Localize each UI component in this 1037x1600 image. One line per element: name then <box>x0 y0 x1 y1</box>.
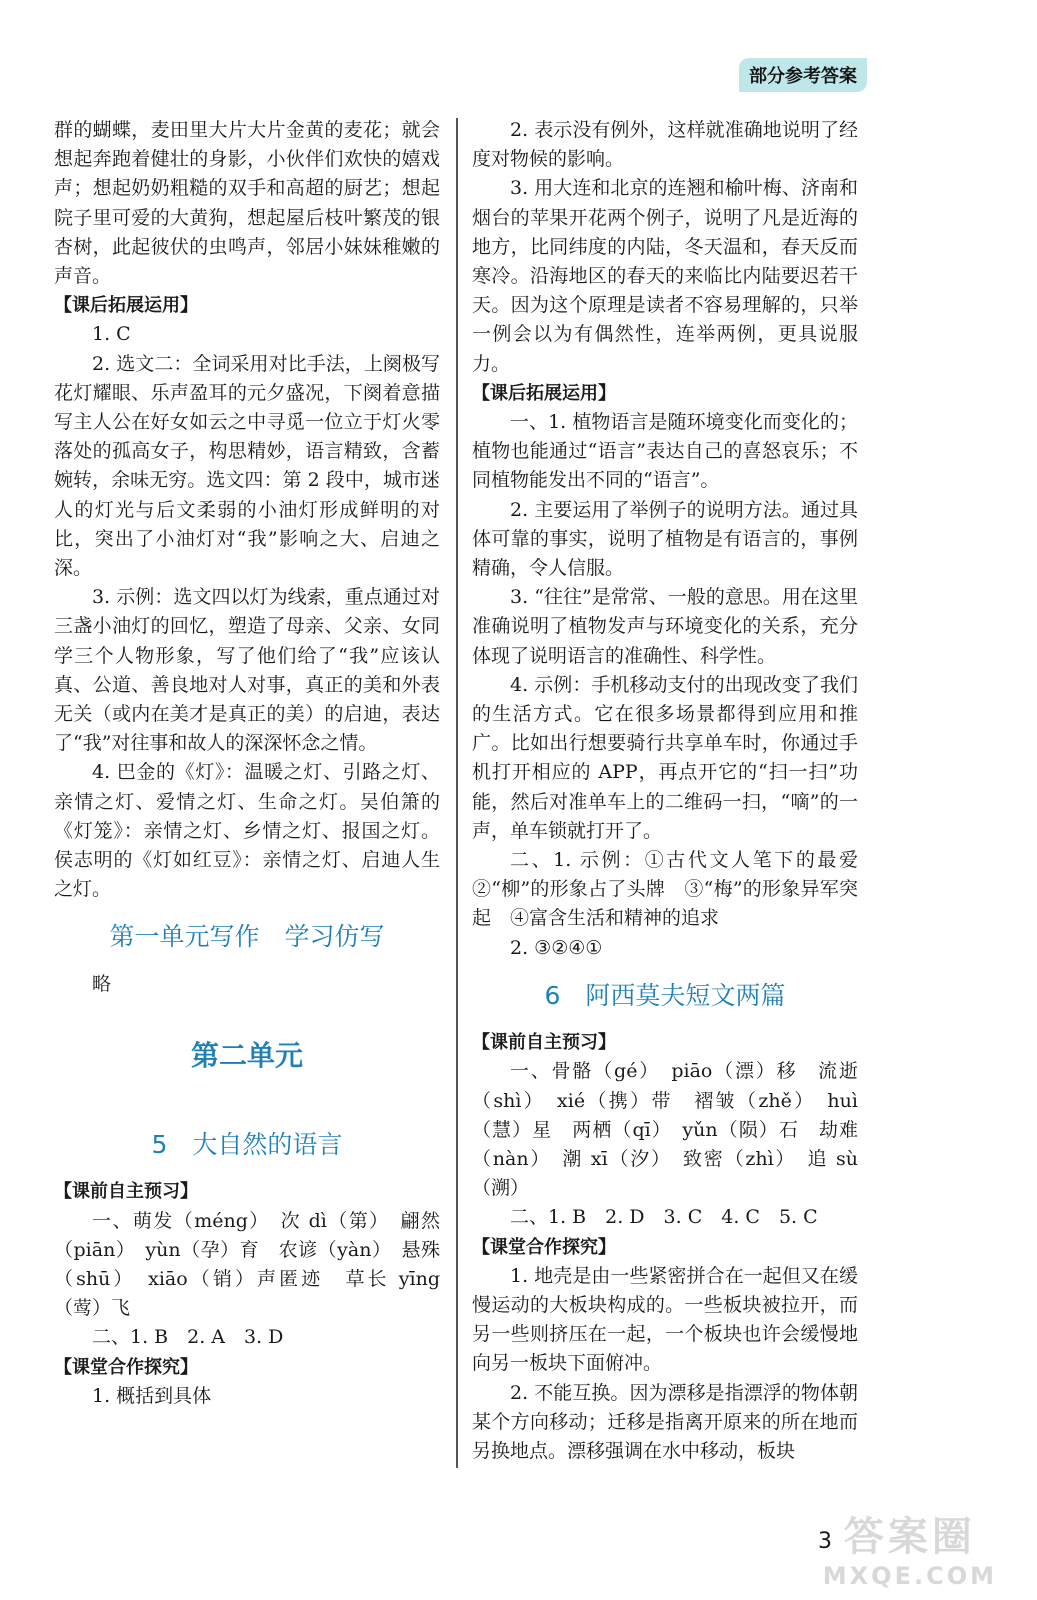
lesson-5-title: 5 大自然的语言 <box>151 1130 343 1160</box>
preview-answer-1: 一、骨骼（gé） piāo（漂）移 流逝（shì） xié（携）带 褶皱（zhě） huì（慧）星 两栖（qī） yǔn（陨）石 劫难（nàn） 潮 xī（汐） 致密（zhì） 追 sù（溯） <box>472 1060 858 1200</box>
section-tag-extension: 【课后拓展运用】 <box>472 382 616 404</box>
section-tag-classroom: 【课堂合作探究】 <box>472 1236 616 1258</box>
extension-answer-1: 一、1. 植物语言是随环境变化而变化的；植物也能通过“语言”表达自己的喜怒哀乐；不同植物能发出不同的“语言”。 <box>472 411 858 492</box>
answer-4: 4. 巴金的《灯》：温暖之灯、引路之灯、亲情之灯、爱情之灯、生命之灯。吴伯箫的《灯笼》：亲情之灯、乡情之灯、报国之灯。侯志明的《灯如红豆》：亲情之灯、启迪人生之灯。 <box>54 761 440 901</box>
extension-answer-3: 3. “往往”是常常、一般的意思。用在这里准确说明了植物发声与环境变化的关系，充分体现了说明语言的准确性、科学性。 <box>472 586 858 667</box>
column-divider <box>456 118 458 1468</box>
writing-answer: 略 <box>92 972 112 995</box>
classroom-answer-2: 2. 不能互换。因为漂移是指漂浮的物体朝某个方向移动；迁移是指离开原来的所在地而另换地点。漂移强调在水中移动，板块 <box>472 1381 858 1462</box>
preview-answer-2: 二、1. B 2. A 3. D <box>92 1326 284 1349</box>
section-tag-preview: 【课前自主预习】 <box>472 1032 616 1054</box>
answer-2: 2. 选文二：全词采用对比手法，上阕极写花灯耀眼、乐声盈耳的元夕盛况，下阕着意描写主人公在好女如云之中寻觅一位立于灯火零落处的孤高女子，构思精妙，语言精致，含蓄婉转，余味无穷。选文四：第 2 段中，城市迷人的灯光与后文柔弱的小油灯形成鲜明的对比，突出了小油灯对“我”影响之大、启迪之深。 <box>54 352 440 580</box>
right-column <box>472 116 878 1466</box>
watermark-domain: MXQE.COM <box>822 1562 997 1590</box>
answer-1: 1. C <box>92 323 131 346</box>
site-watermark <box>823 1505 997 1590</box>
preview-answer-2: 二、1. B 2. D 3. C 4. C 5. C <box>510 1206 818 1229</box>
answer-3: 3. 示例：选文四以灯为线索，重点通过对三盏小油灯的回忆，塑造了母亲、父亲、女同学三个人物形象，写了他们给了“我”应该认真、公道、善良地对人对事，真正的美和外表无关（或内在美才是真正的美）的启迪，表达了“我”对往事和故人的深深怀念之情。 <box>54 586 440 755</box>
answer-r2: 2. 表示没有例外，这样就准确地说明了经度对物候的影响。 <box>472 119 858 171</box>
section-badge: 部分参考答案 <box>739 58 867 92</box>
intro-paragraph: 群的蝴蝶，麦田里大片大片金黄的麦花；就会想起奔跑着健壮的身影，小伙伴们欢快的嬉戏声；想起奶奶粗糙的双手和高超的厨艺；想起院子里可爱的大黄狗，想起屋后枝叶繁茂的银杏树，此起彼伏的虫鸣声，邻居小妹妹稚嫩的声音。 <box>54 119 440 288</box>
page-number: 3 <box>818 1529 832 1554</box>
answer-r3: 3. 用大连和北京的连翘和榆叶梅、济南和烟台的苹果开花两个例子，说明了凡是近海的地方，比同纬度的内陆，冬天温和，春天反而寒冷。沿海地区的春天的来临比内陆要迟若干天。因为这个原理是读者不容易理解的，只举一例会以为有偶然性，连举两例，更具说服力。 <box>472 177 858 375</box>
extension-answer-4: 4. 示例：手机移动支付的出现改变了我们的生活方式。它在很多场景都得到应用和推广。比如出行想要骑行共享单车时，你通过手机打开相应的 APP，再点开它的“扫一扫”功能，然后对准单车上的二维码一扫，“嘀”的一声，单车锁就打开了。 <box>472 673 858 842</box>
watermark-logo-text: 答案圈 <box>843 1514 976 1560</box>
classroom-answer-1: 1. 地壳是由一些紧密拼合在一起但又在缓慢运动的大板块构成的。一些板块被拉开，而另一些则挤压在一起，一个板块也许会缓慢地向另一板块下面俯冲。 <box>472 1264 858 1375</box>
lesson-6-title: 6 阿西莫夫短文两篇 <box>544 980 786 1010</box>
classroom-answer-1: 1. 概括到具体 <box>92 1384 212 1407</box>
section-tag-classroom: 【课堂合作探究】 <box>54 1356 198 1378</box>
writing-title: 第一单元写作 学习仿写 <box>109 922 385 952</box>
extension-answer-2: 2. 主要运用了举例子的说明方法。通过具体可靠的事实，说明了植物是有语言的，事例精确，令人信服。 <box>472 498 858 580</box>
section-tag-preview: 【课前自主预习】 <box>54 1181 198 1203</box>
unit-title: 第二单元 <box>190 1038 303 1072</box>
extension-answer-f2: 2. ③②④① <box>510 936 603 959</box>
section-tag-extension: 【课后拓展运用】 <box>54 295 198 317</box>
extension-answer-f1: 二、1. 示例：①古代文人笔下的最爱 ②“柳”的形象占了头牌 ③“梅”的形象异军突起 ④富含生活和精神的追求 <box>472 849 878 930</box>
preview-answer-1: 一、萌发（méng） 次 dì（第） 翩然（piān） yùn（孕）育 农谚（yàn） 悬殊（shū） xiāo（销）声匿迹 草长 yīng（莺）飞 <box>54 1209 440 1320</box>
left-column <box>54 116 440 1411</box>
